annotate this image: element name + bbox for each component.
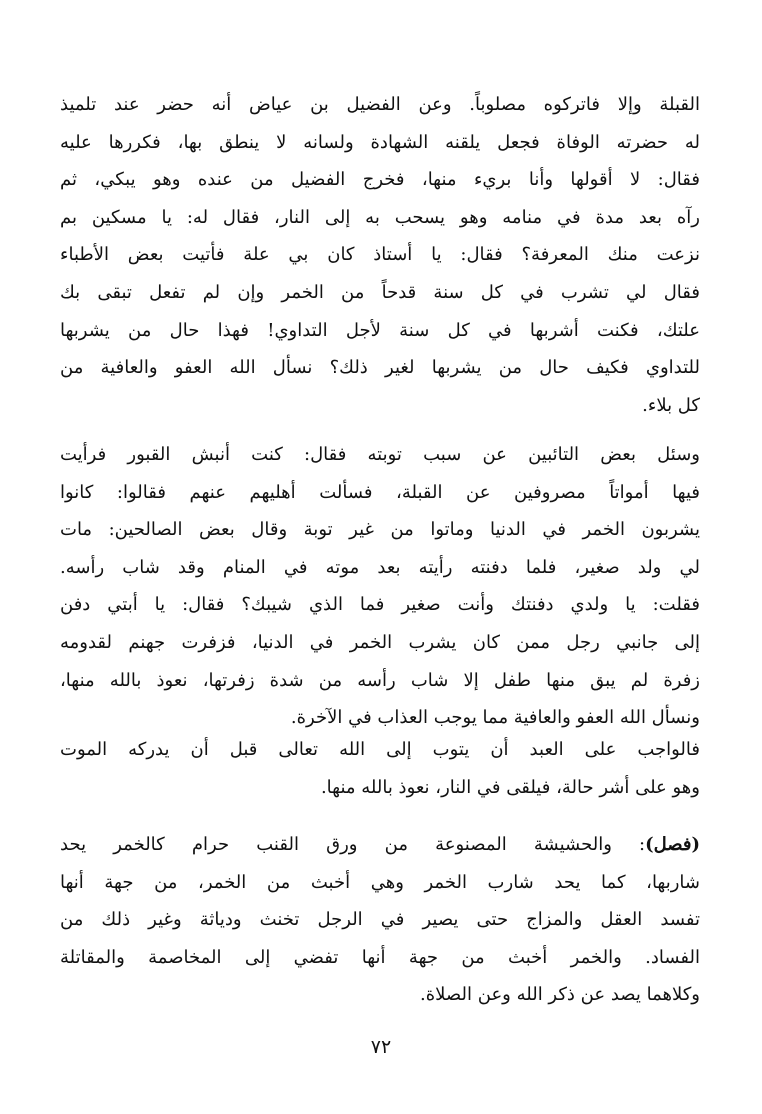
section-heading: (فصل)	[645, 834, 700, 855]
paragraph-4	[60, 826, 700, 1014]
text-line: علتك، فكنت أشربها في كل سنة لأجل التداوي! فهذا حال من يشربها	[60, 319, 700, 341]
page-number: ٧٢	[370, 1036, 392, 1058]
text-line: ونسأل الله العفو والعافية مما يوجب العذاب في الآخرة.	[290, 707, 700, 729]
text-line: للتداوي فكيف حال من يشربها لغير ذلك؟ نسأل الله العفو والعافية من	[60, 357, 700, 379]
paragraph-2	[60, 436, 700, 737]
text-line: فقال: لا أقولها وأنا بريء منها، فخرج الفضيل من عنده وهو يبكي، ثم	[60, 169, 700, 191]
text-line: كل بلاء.	[642, 394, 700, 416]
text-line: الفساد. والخمر أخبث من جهة أنها تفضي إلى المخاصمة والمقاتلة	[60, 946, 700, 968]
text-line-rest: : والحشيشة المصنوعة من ورق القنب حرام كالخمر يحد	[60, 834, 646, 855]
text-line: إلى جانبي رجل ممن كان يشرب الخمر في الدنيا، فزفرت جهنم لقدومه	[60, 631, 700, 653]
text-line: لي ولد صغير، فلما دفنته رأيته بعد موته في المنام وقد شاب رأسه.	[60, 556, 700, 578]
text-line: وكلاهما يصد عن ذكر الله وعن الصلاة.	[420, 984, 700, 1006]
paragraph-3	[60, 731, 700, 806]
text-line: يشربون الخمر في الدنيا وماتوا من غير توبة وقال بعض الصالحين: مات	[60, 519, 700, 541]
text-line: تفسد العقل والمزاج حتى يصير في الرجل تخنث ودياثة وغير ذلك من	[60, 909, 700, 931]
text-line: فقلت: يا ولدي دفنتك وأنت صغير فما الذي شيبك؟ فقال: يا أبتي دفن	[60, 594, 700, 616]
text-line: زفرة لم يبق منها طفل إلا شاب رأسه من شدة زفرتها، نعوذ بالله منها،	[60, 669, 700, 691]
text-line: فيها أمواتاً مصروفين عن القبلة، فسألت أهليهم عنهم فقالوا: كانوا	[60, 481, 700, 503]
text-line: نزعت منك المعرفة؟ فقال: يا أستاذ كان بي علة فأتيت بعض الأطباء	[60, 244, 700, 266]
text-line: شاربها، كما يحد شارب الخمر وهي أخبث من الخمر، من جهة أنها	[60, 871, 700, 893]
text-line: له حضرته الوفاة فجعل يلقنه الشهادة ولسانه لا ينطق بها، فكررها عليه	[60, 131, 700, 153]
text-line: فالواجب على العبد أن يتوب إلى الله تعالى قبل أن يدركه الموت	[60, 739, 700, 760]
paragraph-1	[60, 86, 700, 424]
text-line	[60, 826, 700, 864]
text-line: وهو على أشر حالة، فيلقى في النار، نعوذ بالله منها.	[320, 776, 700, 798]
text-line: القبلة وإلا فاتركوه مصلوباً. وعن الفضيل بن عياض أنه حضر عند تلميذ	[60, 94, 700, 115]
text-line: رآه بعد مدة في منامه وهو يسحب به إلى النار، فقال له: يا مسكين بم	[60, 206, 700, 228]
text-line: فقال لي تشرب في كل سنة قدحاً من الخمر وإن لم تفعل تبقى بك	[60, 281, 700, 303]
text-line: وسئل بعض التائبين عن سبب توبته فقال: كنت أنبش القبور فرأيت	[60, 444, 700, 465]
